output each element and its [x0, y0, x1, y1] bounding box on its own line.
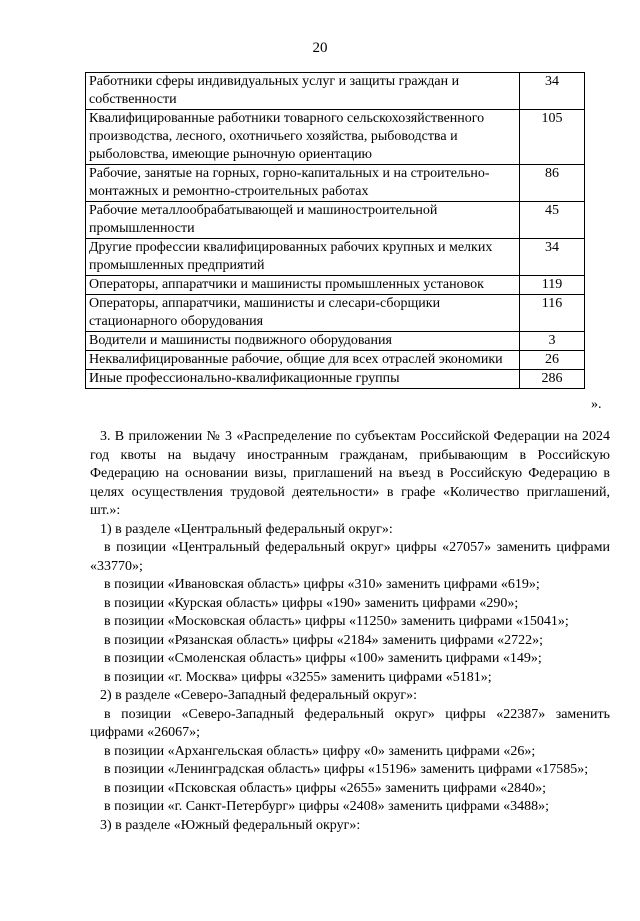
row-label: Операторы, аппаратчики и машинисты промышленных установок — [86, 276, 520, 295]
position-entry: в позиции «Архангельская область» цифру «0» заменить цифрами «26»; — [104, 743, 536, 759]
position-entry: в позиции «Московская область» цифры «11250» заменить цифрами «15041»; — [104, 614, 569, 629]
position-entry: в позиции «Ленинградская область» цифры «15196» заменить цифрами «17585»; — [104, 762, 589, 777]
section-south: 3) в разделе «Южный федеральный округ»: — [100, 817, 361, 833]
row-value: 119 — [520, 276, 585, 295]
position-entry: в позиции «Северо-Западный федеральный округ» цифры «22387» заменить цифрами «26067»; — [90, 706, 610, 740]
table-row — [86, 332, 585, 351]
row-label: Иные профессионально-квалификационные группы — [86, 370, 520, 389]
row-value: 286 — [520, 370, 585, 389]
row-value: 3 — [520, 332, 585, 351]
position-entry: в позиции «Курская область» цифры «190» заменить цифрами «290»; — [104, 595, 519, 611]
position-entry: в позиции «Ивановская область» цифры «310» заменить цифрами «619»; — [104, 577, 540, 592]
section-central: 1) в разделе «Центральный федеральный округ»: — [100, 521, 393, 537]
page-number: 20 — [312, 40, 328, 56]
table-row — [86, 370, 585, 389]
row-value: 105 — [520, 110, 585, 165]
row-label: Другие профессии квалифицированных рабочих крупных и мелких промышленных предприятий — [86, 239, 520, 276]
section-northwest: 2) в разделе «Северо-Западный федеральный округ»: — [100, 688, 417, 703]
paragraph-item-3: 3. В приложении № 3 «Распределение по субъектам Российской Федерации на 2024 год квоты на выдачу иностранным гражданам, прибывающим в Российскую Федерацию на основании визы, приглашений на въезд в Российскую Федерацию в целях осуществления трудовой деятельности» в графе «Количество приглашений, шт.»: — [90, 429, 610, 518]
table-row — [86, 110, 585, 165]
row-value: 34 — [520, 239, 585, 276]
position-entry: в позиции «Смоленская область» цифры «100» заменить цифрами «149»; — [104, 651, 542, 666]
table-row — [86, 239, 585, 276]
quota-table — [85, 72, 585, 389]
row-label: Квалифицированные работники товарного сельскохозяйственного производства, лесного, охотничьего хозяйства, рыбоводства и рыболовства, имеющие рыночную ориентацию — [86, 110, 520, 165]
row-label: Работники сферы индивидуальных услуг и защиты граждан и собственности — [86, 73, 520, 110]
row-label: Рабочие, занятые на горных, горно-капитальных и на строительно-монтажных и ремонтно-строительных работах — [86, 165, 520, 202]
position-entry: в позиции «Рязанская область» цифры «2184» заменить цифрами «2722»; — [104, 632, 543, 648]
position-entry: в позиции «Псковская область» цифры «2655» заменить цифрами «2840»; — [104, 780, 546, 796]
table-row — [86, 351, 585, 370]
position-entry: в позиции «г. Санкт-Петербург» цифры «2408» заменить цифрами «3488»; — [104, 799, 549, 814]
row-label: Водители и машинисты подвижного оборудования — [86, 332, 520, 351]
document-body — [90, 428, 610, 835]
table-row — [86, 165, 585, 202]
row-value: 34 — [520, 73, 585, 110]
position-entry: в позиции «Центральный федеральный округ» цифры «27057» заменить цифрами «33770»; — [90, 540, 610, 574]
position-entry: в позиции «г. Москва» цифры «3255» заменить цифрами «5181»; — [104, 669, 492, 685]
row-value: 86 — [520, 165, 585, 202]
table-end-mark: ». — [591, 397, 602, 412]
row-value: 26 — [520, 351, 585, 370]
table-row — [86, 295, 585, 332]
row-label: Неквалифицированные рабочие, общие для всех отраслей экономики — [86, 351, 520, 370]
table-row — [86, 73, 585, 110]
table-row — [86, 202, 585, 239]
row-label: Рабочие металлообрабатывающей и машиностроительной промышленности — [86, 202, 520, 239]
row-value: 45 — [520, 202, 585, 239]
row-value: 116 — [520, 295, 585, 332]
row-label: Операторы, аппаратчики, машинисты и слесари-сборщики стационарного оборудования — [86, 295, 520, 332]
table-row — [86, 276, 585, 295]
